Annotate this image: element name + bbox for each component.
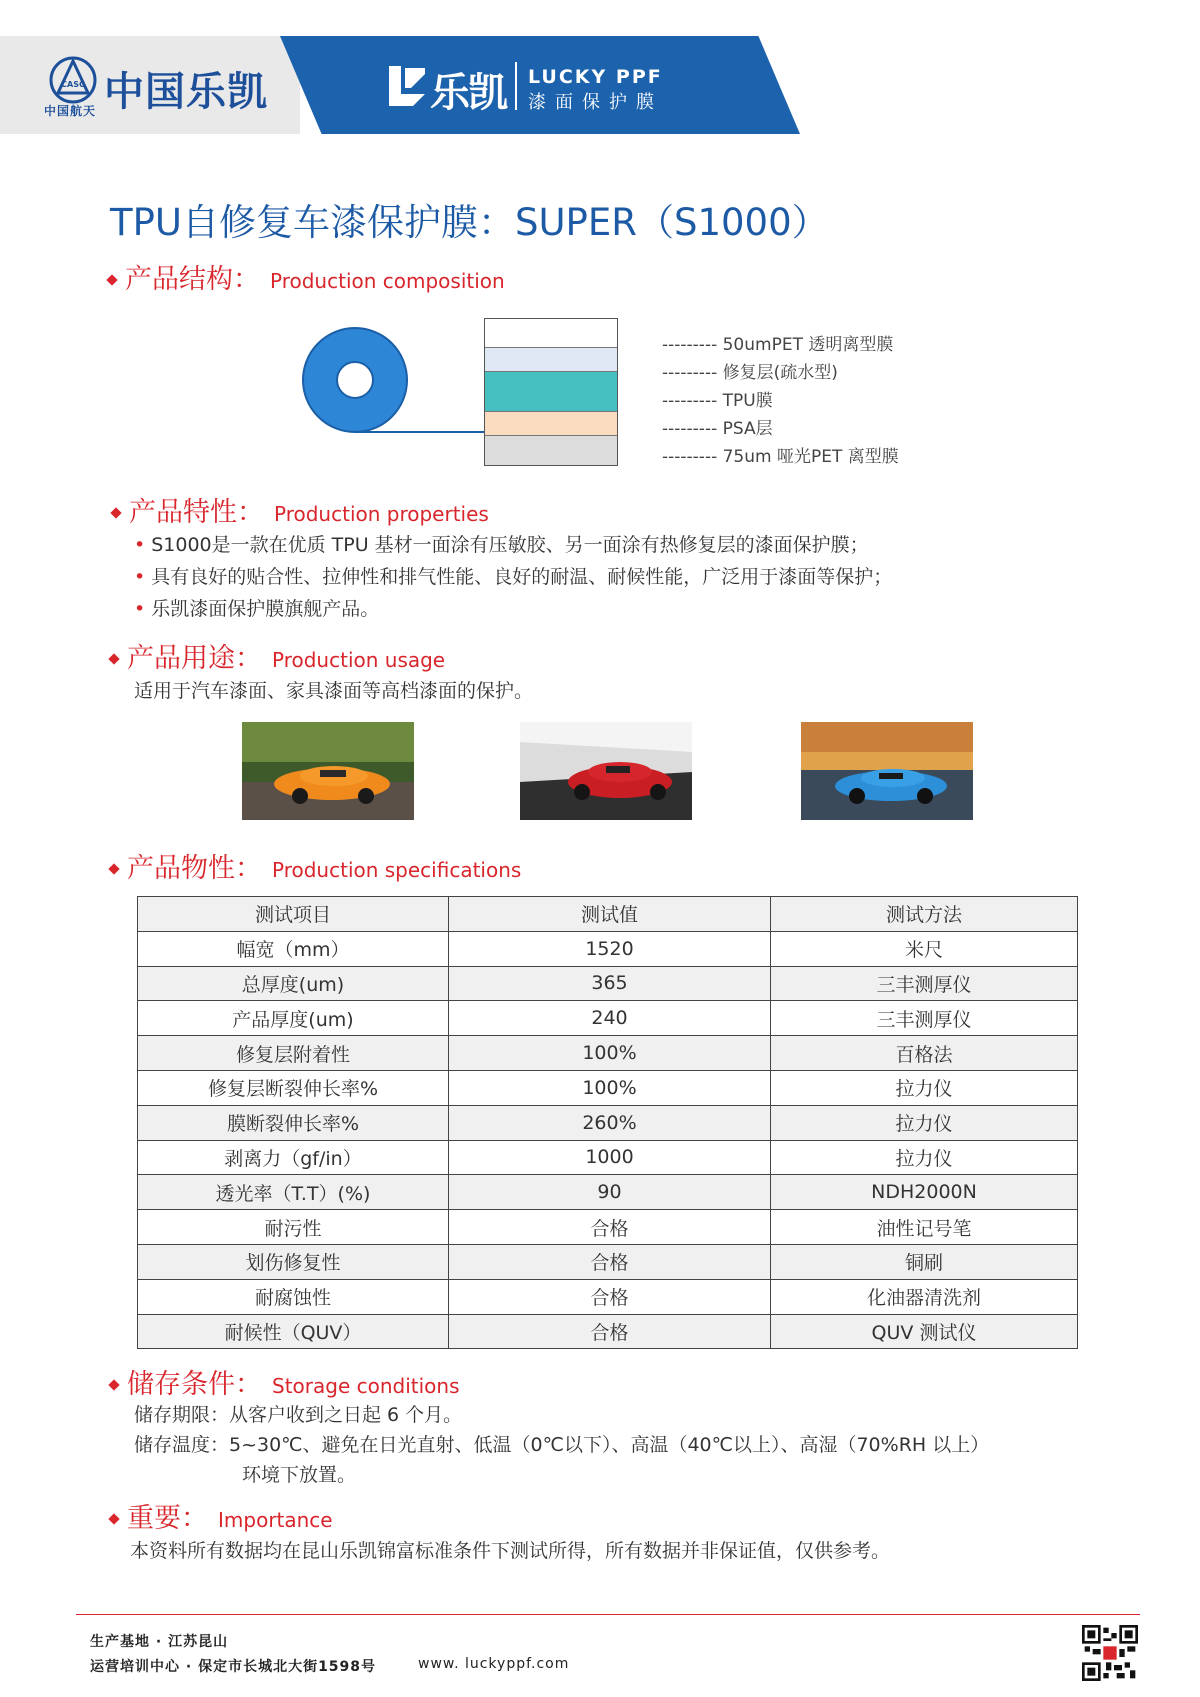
layer-block (485, 319, 617, 348)
table-row (138, 1314, 1078, 1349)
table-cell: 产品厚度(um) (138, 1001, 449, 1036)
car-photo-red (520, 722, 692, 820)
footer-website-link[interactable]: www. luckyppf.com (418, 1656, 570, 1672)
footer-divider (76, 1614, 1140, 1615)
footer-training-center: 运营培训中心 · 保定市长城北大街1598号 (90, 1659, 377, 1675)
table-cell: 化油器清洗剂 (771, 1279, 1078, 1314)
table-cell: 划伤修复性 (138, 1244, 449, 1279)
layer-label: --------- PSA层 (662, 419, 773, 439)
table-cell: 耐污性 (138, 1210, 449, 1245)
layer-stack (484, 318, 618, 466)
car-photo-blue (801, 722, 973, 820)
lucky-brand-cn: 乐凯 (430, 70, 506, 116)
section-heading-specifications: 产品物性： Production specifications (110, 846, 521, 885)
lucky-logo-icon (385, 62, 429, 110)
storage-temperature-cont: 环境下放置。 (242, 1464, 357, 1486)
lucky-brand-subtitle: 漆面保护膜 (528, 92, 663, 113)
table-cell: 260% (449, 1105, 771, 1140)
film-roll-core (336, 361, 374, 399)
table-cell: 剥离力（gf/in） (138, 1140, 449, 1175)
importance-text: 本资料所有数据均在昆山乐凯锦富标准条件下测试所得，所有数据并非保证值，仅供参考。 (130, 1540, 891, 1562)
property-item: • 乐凯漆面保护膜旗舰产品。 (134, 598, 380, 620)
footer-production-base: 生产基地 · 江苏昆山 (90, 1634, 229, 1650)
layer-block (485, 372, 617, 412)
table-row (138, 931, 1078, 966)
table-cell: 合格 (449, 1314, 771, 1349)
table-row (138, 1175, 1078, 1210)
diamond-bullet-icon (108, 653, 119, 664)
table-cell: 合格 (449, 1244, 771, 1279)
table-cell: 修复层附着性 (138, 1036, 449, 1071)
film-roll-icon (302, 327, 408, 433)
table-cell: 365 (449, 966, 771, 1001)
layer-block (485, 412, 617, 436)
layer-label: --------- 50umPET 透明离型膜 (662, 335, 894, 355)
table-cell: 1520 (449, 931, 771, 966)
table-cell: 耐候性（QUV） (138, 1314, 449, 1349)
diamond-bullet-icon (110, 507, 121, 518)
table-cell: 三丰测厚仪 (771, 966, 1078, 1001)
table-cell: QUV 测试仪 (771, 1314, 1078, 1349)
table-row (138, 1279, 1078, 1314)
table-cell: 90 (449, 1175, 771, 1210)
table-row (138, 966, 1078, 1001)
section-heading-usage: 产品用途： Production usage (110, 636, 445, 675)
table-header-row (138, 897, 1078, 932)
film-roll-tail (354, 431, 484, 433)
svg-text:CASC: CASC (61, 80, 85, 89)
casc-brand-name: 中国乐凯 (104, 69, 268, 115)
section-heading-properties: 产品特性： Production properties (112, 490, 489, 529)
table-row (138, 1105, 1078, 1140)
diamond-bullet-icon (108, 1379, 119, 1390)
diamond-bullet-icon (108, 1513, 119, 1524)
layer-block (485, 436, 617, 465)
table-cell: 米尺 (771, 931, 1078, 966)
table-row (138, 1070, 1078, 1105)
table-cell: 透光率（T.T）(%) (138, 1175, 449, 1210)
table-header-cell: 测试项目 (138, 897, 449, 932)
diamond-bullet-icon (106, 274, 117, 285)
diamond-bullet-icon (108, 863, 119, 874)
table-row (138, 1244, 1078, 1279)
table-cell: 耐腐蚀性 (138, 1279, 449, 1314)
table-cell: 100% (449, 1036, 771, 1071)
table-cell: NDH2000N (771, 1175, 1078, 1210)
storage-temperature: 储存温度：5~30℃、避免在日光直射、低温（0℃以下）、高温（40℃以上）、高湿（70%RH 以上） (134, 1434, 990, 1456)
table-header-cell: 测试值 (449, 897, 771, 932)
table-cell: 总厚度(um) (138, 966, 449, 1001)
layer-label: --------- TPU膜 (662, 391, 773, 411)
table-cell: 幅宽（mm） (138, 931, 449, 966)
page-title: TPU自修复车漆保护膜：SUPER（S1000） (110, 201, 829, 244)
table-cell: 铜刷 (771, 1244, 1078, 1279)
table-cell: 拉力仪 (771, 1105, 1078, 1140)
table-cell: 膜断裂伸长率% (138, 1105, 449, 1140)
table-header-cell: 测试方法 (771, 897, 1078, 932)
table-cell: 三丰测厚仪 (771, 1001, 1078, 1036)
property-item: • S1000是一款在优质 TPU 基材一面涂有压敏胶、另一面涂有热修复层的漆面保护膜； (134, 534, 869, 556)
table-cell: 百格法 (771, 1036, 1078, 1071)
car-photo-orange (242, 722, 414, 820)
section-heading-storage: 储存条件： Storage conditions (110, 1362, 460, 1401)
casc-subtitle: 中国航天 (44, 104, 97, 118)
table-cell: 拉力仪 (771, 1070, 1078, 1105)
table-cell: 240 (449, 1001, 771, 1036)
table-row (138, 1210, 1078, 1245)
table-cell: 1000 (449, 1140, 771, 1175)
qr-code-icon (1082, 1625, 1138, 1681)
property-item: • 具有良好的贴合性、拉伸性和排气性能、良好的耐温、耐候性能，广泛用于漆面等保护； (134, 566, 893, 588)
table-cell: 合格 (449, 1210, 771, 1245)
table-cell: 油性记号笔 (771, 1210, 1078, 1245)
lucky-brand-en: LUCKY PPF (528, 66, 663, 88)
table-row (138, 1036, 1078, 1071)
section-heading-importance: 重要： Importance (110, 1496, 333, 1535)
layer-label: --------- 修复层(疏水型) (662, 363, 838, 383)
section-heading-composition: 产品结构： Production composition (108, 257, 505, 296)
table-cell: 拉力仪 (771, 1140, 1078, 1175)
table-cell: 100% (449, 1070, 771, 1105)
usage-text: 适用于汽车漆面、家具漆面等高档漆面的保护。 (134, 680, 534, 702)
brand-divider (515, 62, 517, 110)
table-cell: 合格 (449, 1279, 771, 1314)
table-row (138, 1140, 1078, 1175)
casc-logo-icon (48, 55, 98, 105)
storage-period: 储存期限：从客户收到之日起 6 个月。 (134, 1404, 463, 1426)
table-row (138, 1001, 1078, 1036)
layer-block (485, 348, 617, 372)
layer-label: --------- 75um 哑光PET 离型膜 (662, 447, 899, 467)
table-cell: 修复层断裂伸长率% (138, 1070, 449, 1105)
specifications-table (137, 896, 1078, 1349)
